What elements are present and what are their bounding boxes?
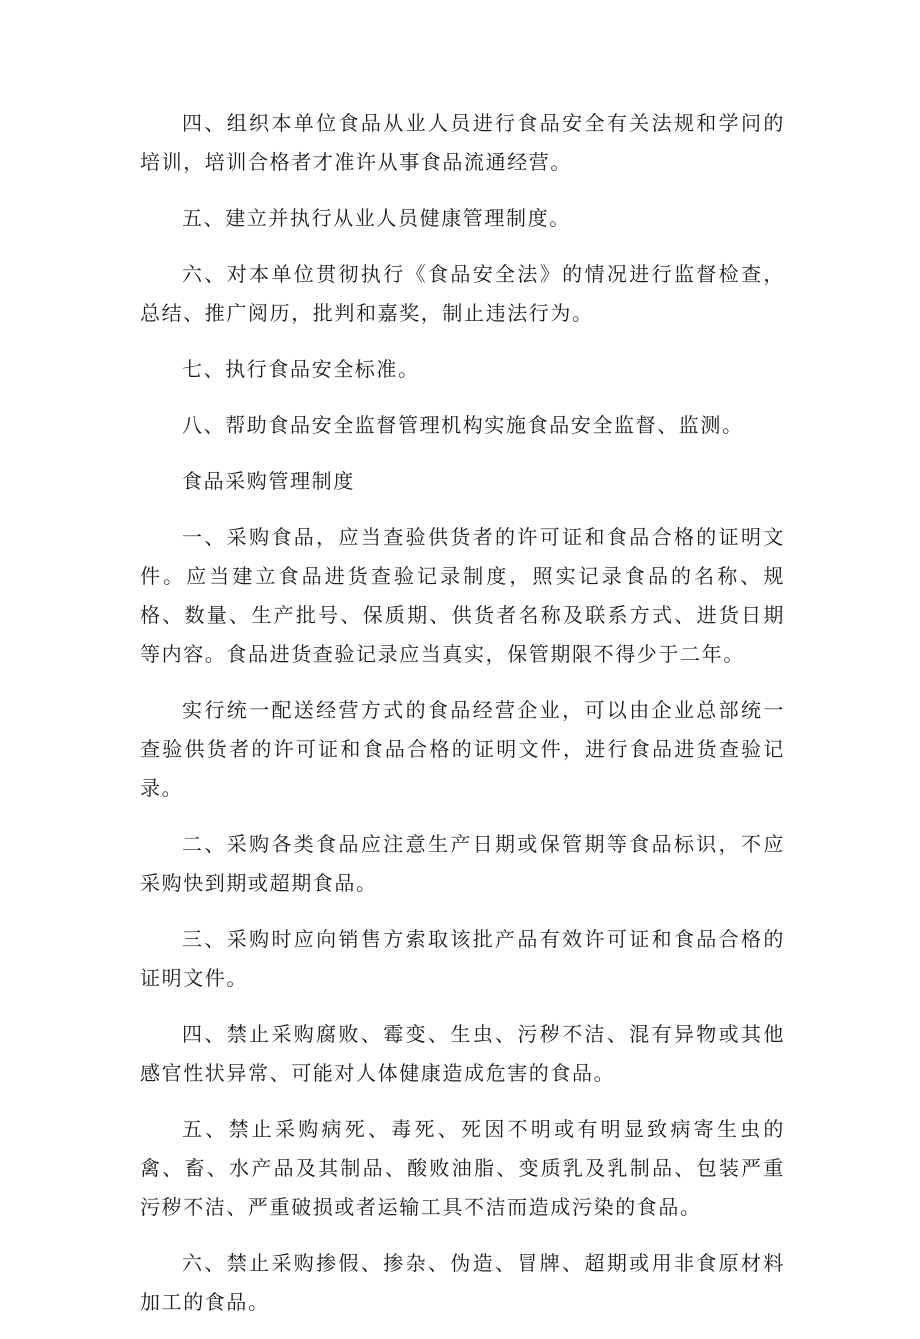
paragraph-staff-training: 四、组织本单位食品从业人员进行食品安全有关法规和学问的培训，培训合格者才准许从事食品流通经营。 (140, 111, 785, 174)
paragraph-procurement-2: 二、采购各类食品应注意生产日期或保管期等食品标识，不应采购快到期或超期食品。 (140, 832, 785, 895)
document-body (140, 104, 785, 1339)
paragraph-procurement-3: 三、采购时应向销售方索取该批产品有效许可证和食品合格的证明文件。 (140, 927, 785, 990)
paragraph-unified-distribution: 实行统一配送经营方式的食品经营企业，可以由企业总部统一查验供货者的许可证和食品合格的证明文件，进行食品进货查验记录。 (140, 698, 785, 800)
paragraph-health-management: 五、建立并执行从业人员健康管理制度。 (182, 206, 571, 230)
paragraph-procurement-4: 四、禁止采购腐败、霉变、生虫、污秽不洁、混有异物或其他感官性状异常、可能对人体健康造成危害的食品。 (140, 1022, 785, 1085)
paragraph-assist-monitoring: 八、帮助食品安全监督管理机构实施食品安全监督、监测。 (182, 413, 744, 437)
paragraph-procurement-1: 一、采购食品，应当查验供货者的许可证和食品合格的证明文件。应当建立食品进货查验记录制度，照实记录食品的名称、规格、数量、生产批号、保质期、供货者名称及联系方式、进货日期等内容。食品进货查验记录应当真实，保管期限不得少于二年。 (140, 525, 785, 666)
paragraph-procurement-6: 六、禁止采购掺假、掺杂、伪造、冒牌、超期或用非食原材料加工的食品。 (140, 1251, 785, 1314)
paragraph-procurement-5: 五、禁止采购病死、毒死、死因不明或有明显致病寄生虫的禽、畜、水产品及其制品、酸败油脂、变质乳及乳制品、包装严重污秽不洁、严重破损或者运输工具不洁而造成污染的食品。 (140, 1117, 785, 1219)
paragraph-law-supervision: 六、对本单位贯彻执行《食品安全法》的情况进行监督检查，总结、推广阅历，批判和嘉奖，制止违法行为。 (140, 262, 785, 325)
section-heading-procurement: 食品采购管理制度 (182, 469, 355, 493)
paragraph-safety-standards: 七、执行食品安全标准。 (182, 357, 420, 381)
